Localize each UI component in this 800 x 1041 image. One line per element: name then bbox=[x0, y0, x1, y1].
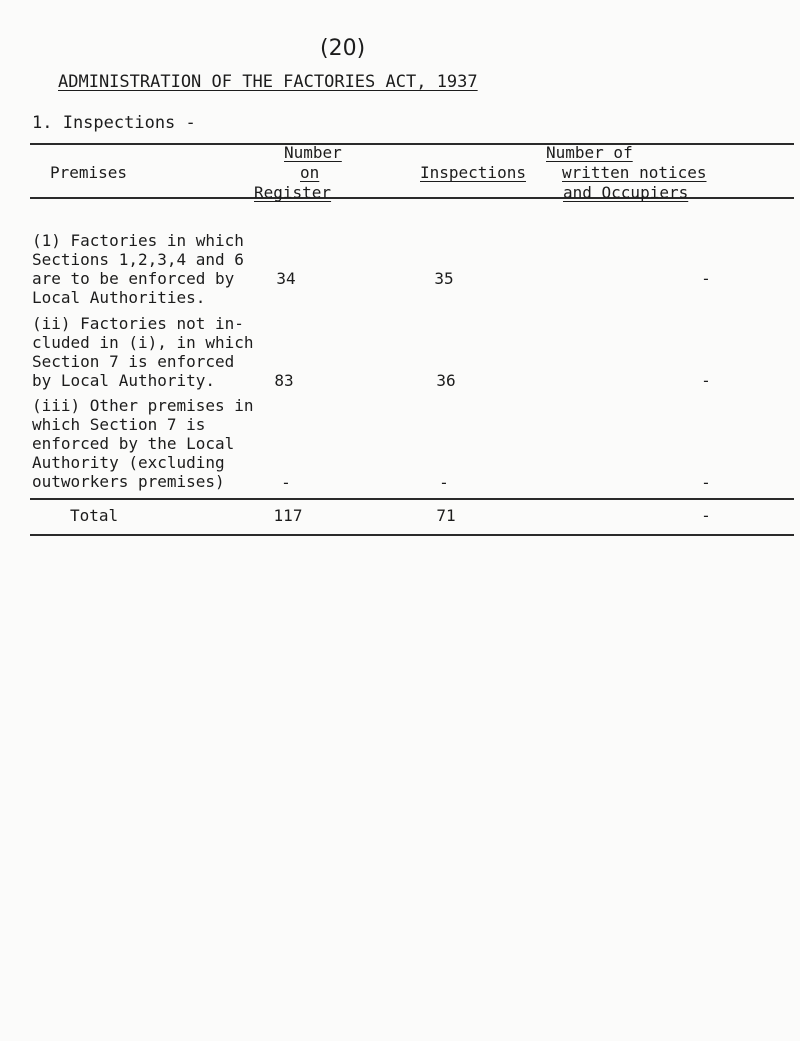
row-label: (1) Factories in which Sections 1,2,3,4 and 6 are to be enforced by Local Authorities. bbox=[32, 231, 244, 307]
total-bottom-rule bbox=[30, 534, 794, 536]
row-notices-value: - bbox=[701, 269, 711, 288]
header-inspections: Inspections bbox=[420, 163, 526, 182]
header-written-notices: written notices bbox=[562, 163, 707, 182]
section-heading: 1. Inspections - bbox=[32, 113, 196, 133]
total-top-rule bbox=[30, 498, 794, 500]
row-register-value: 83 bbox=[274, 371, 294, 390]
header-register: Register bbox=[254, 183, 332, 202]
row-inspections-value: 36 bbox=[436, 371, 456, 390]
header-number: Number bbox=[284, 143, 342, 162]
header-occupiers: and Occupiers bbox=[563, 183, 689, 202]
row-inspections-value: 35 bbox=[434, 269, 454, 288]
table-top-rule bbox=[30, 143, 794, 145]
row-notices-value: - bbox=[701, 473, 711, 492]
total-notices-value: - bbox=[701, 506, 711, 525]
row-register-value: - bbox=[281, 473, 291, 492]
header-on: on bbox=[300, 163, 320, 182]
header-premises: Premises bbox=[50, 163, 128, 182]
document-title: ADMINISTRATION OF THE FACTORIES ACT, 1937 bbox=[58, 72, 478, 92]
row-register-value: 34 bbox=[276, 269, 296, 288]
row-label: (ii) Factories not in- cluded in (i), in which Section 7 is enforced by Local Authority. bbox=[32, 314, 254, 390]
header-number-of: Number of bbox=[546, 143, 633, 162]
page-number: (20) bbox=[320, 36, 366, 61]
total-inspections-value: 71 bbox=[436, 506, 456, 525]
total-register-value: 117 bbox=[273, 506, 303, 525]
total-label: Total bbox=[70, 506, 119, 525]
row-notices-value: - bbox=[701, 371, 711, 390]
row-inspections-value: - bbox=[439, 473, 449, 492]
row-label: (iii) Other premises in which Section 7 is enforced by the Local Authority (excluding outworkers premises) bbox=[32, 396, 254, 491]
